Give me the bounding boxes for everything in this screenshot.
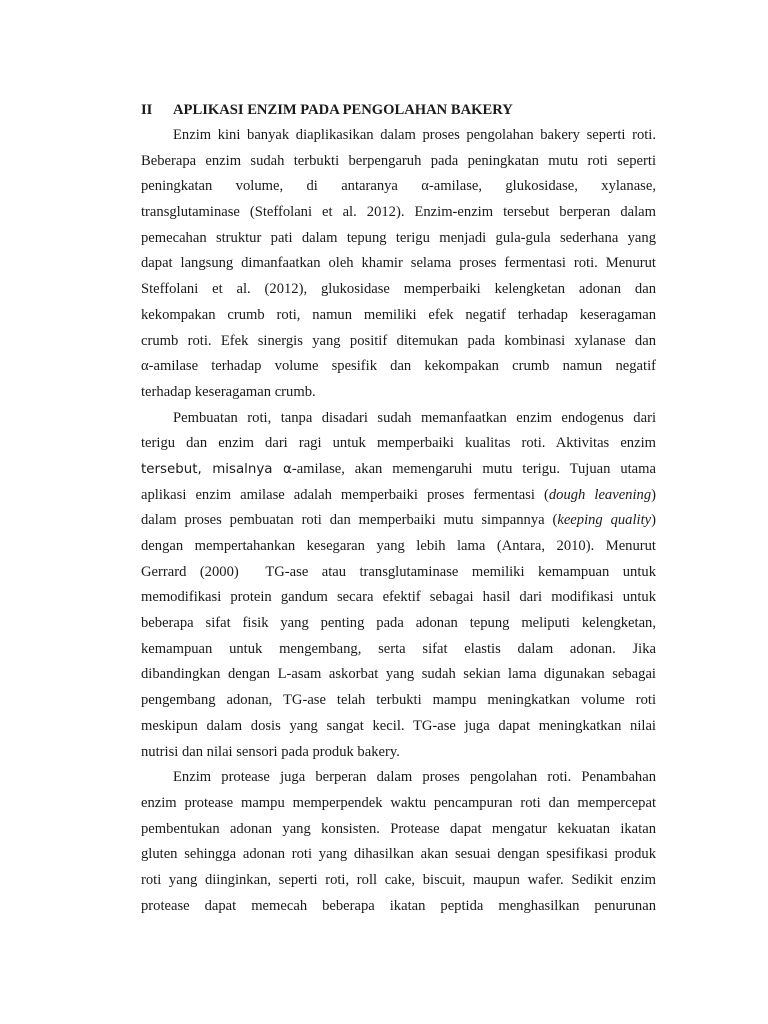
text-line: Steffolani et al. (2012), glukosidase memperbaiki kelengketan adonan dan xyxy=(141,281,656,298)
text-line: meskipun dalam dosis yang sangat kecil. TG-ase juga dapat meningkatkan nilai xyxy=(141,717,656,734)
text-line: enzim protease mampu memperpendek waktu pencampuran roti dan mempercepat xyxy=(141,794,656,811)
paragraph xyxy=(141,765,656,919)
text-line: pembentukan adonan yang konsisten. Protease dapat mengatur kekuatan ikatan xyxy=(141,820,656,837)
text-span: ) xyxy=(651,512,656,529)
text-line: Enzim protease juga berperan dalam proses pengolahan roti. Penambahan xyxy=(173,769,656,786)
text-line: transglutaminase (Steffolani et al. 2012). Enzim-enzim tersebut berperan dalam xyxy=(141,204,656,221)
text-span: ) xyxy=(651,486,656,503)
section-number: II xyxy=(141,102,153,118)
text-line: α-amilase terhadap volume spesifik dan kekompakan crumb namun negatif xyxy=(141,358,656,375)
text-line: crumb roti. Efek sinergis yang positif ditemukan pada kombinasi xylanase dan xyxy=(141,332,656,349)
text-line: protease dapat memecah beberapa ikatan peptida menghasilkan penurunan xyxy=(141,897,656,914)
section-heading xyxy=(141,98,656,123)
text-span-sans: tersebut, misalnya α xyxy=(141,461,292,477)
text-line: memodifikasi protein gandum secara efektif sebagai hasil dari modifikasi untuk xyxy=(141,589,656,606)
text-line: terigu dan enzim dari ragi untuk memperbaiki kualitas roti. Aktivitas enzim xyxy=(141,435,656,452)
text-line: kemampuan untuk mengembang, serta sifat elastis dalam adonan. Jika xyxy=(141,640,656,657)
text-line: Enzim kini banyak diaplikasikan dalam proses pengolahan bakery seperti roti. xyxy=(173,127,656,143)
text-line xyxy=(141,483,656,509)
text-line: dibandingkan dengan L-asam askorbat yang sudah sekian lama digunakan sebagai xyxy=(141,666,656,683)
italic-term: keeping quality xyxy=(557,512,652,529)
text-line: pemecahan struktur pati dalam tepung terigu menjadi gula-gula sederhana yang xyxy=(141,229,656,246)
text-line xyxy=(141,457,656,483)
text-span: -amilase, akan memengaruhi mutu terigu. Tujuan utama xyxy=(291,460,656,477)
text-line: Gerrard (2000) TG-ase atau transglutaminase memiliki kemampuan untuk xyxy=(141,563,656,580)
text-line: peningkatan volume, di antaranya α-amilase, glukosidase, xylanase, xyxy=(141,178,656,195)
text-span: dalam proses pembuatan roti dan memperbaiki mutu simpannya ( xyxy=(141,512,558,529)
text-line: nutrisi dan nilai sensori pada produk bakery. xyxy=(141,743,400,760)
section-title: APLIKASI ENZIM PADA PENGOLAHAN BAKERY xyxy=(173,102,513,118)
text-line: pengembang adonan, TG-ase telah terbukti mampu meningkatkan volume roti xyxy=(141,692,656,709)
italic-term: dough leavening xyxy=(548,486,652,503)
text-line: Pembuatan roti, tanpa disadari sudah memanfaatkan enzim endogenus dari xyxy=(173,409,656,426)
text-span: aplikasi enzim amilase adalah memperbaiki proses fermentasi ( xyxy=(141,486,549,503)
text-line: gluten sehingga adonan roti yang dihasilkan akan sesuai dengan spesifikasi produk xyxy=(141,846,656,863)
text-line: roti yang diinginkan, seperti roti, roll cake, biscuit, maupun wafer. Sedikit enzim xyxy=(141,871,656,888)
text-line: dapat langsung dimanfaatkan oleh khamir selama proses fermentasi roti. Menurut xyxy=(141,255,656,272)
text-line: terhadap keseragaman crumb. xyxy=(141,383,316,400)
text-line: beberapa sifat fisik yang penting pada adonan tepung meliputi kelengketan, xyxy=(141,615,656,632)
document-body xyxy=(141,98,656,919)
paragraph xyxy=(141,406,656,766)
text-line: kekompakan crumb roti, namun memiliki efek negatif terhadap keseragaman xyxy=(141,306,656,323)
text-line: dengan mempertahankan kesegaran yang lebih lama (Antara, 2010). Menurut xyxy=(141,538,656,554)
paragraph xyxy=(141,123,656,406)
text-line xyxy=(141,508,656,534)
text-line: Beberapa enzim sudah terbukti berpengaruh pada peningkatan mutu roti seperti xyxy=(141,152,656,169)
